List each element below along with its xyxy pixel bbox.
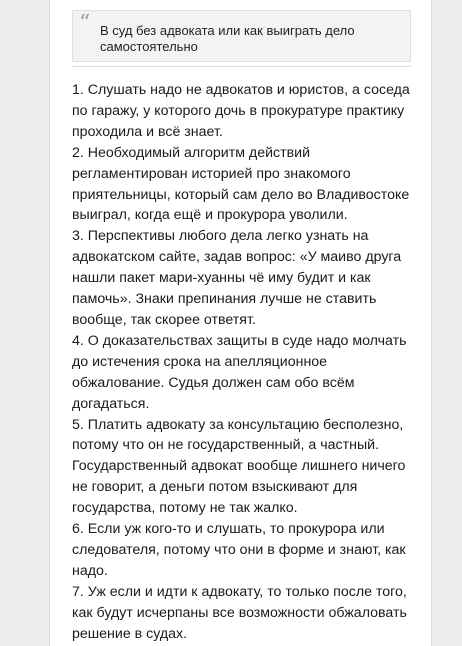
- article-line: 5. Платить адвокату за консультацию бесполезно,: [72, 416, 404, 433]
- article-line: нашли пакет мари-хуанны чё иму будит и как: [72, 270, 371, 287]
- article-line: следователя, потому что они в форме и знают, как: [72, 541, 406, 558]
- article-line: памочь». Знаки препинания лучше не ставить: [72, 291, 377, 308]
- article-line: 1. Слушать надо не адвокатов и юристов, а соседа: [72, 82, 410, 98]
- article-line: приятельницы, который сам дело во Владивостоке: [72, 186, 410, 203]
- article-line: 2. Необходимый алгоритм действий: [72, 144, 310, 161]
- article-line: 6. Если уж кого-то и слушать, то прокурора или: [72, 521, 385, 538]
- article-page: [49, 0, 432, 646]
- article-body: [72, 80, 412, 644]
- article-line: догадаться.: [72, 395, 150, 412]
- divider: [72, 66, 411, 67]
- quote-box: [72, 10, 411, 62]
- article-line: 4. О доказательствах защиты в суде надо молчать: [72, 332, 407, 349]
- article-line: регламентирован историей про знакомого: [72, 165, 351, 182]
- article-line: государства, потому не так жалко.: [72, 500, 298, 517]
- article-line: решение в судах.: [72, 625, 188, 642]
- article-line: Государственный адвокат вообще лишнего ничего: [72, 458, 406, 475]
- article-line: по гаражу, у которого дочь в прокуратуре практику: [72, 102, 405, 119]
- article-line: надо.: [72, 562, 108, 579]
- article-line: 3. Перспективы любого дела легко узнать на: [72, 228, 369, 245]
- article-line: 7. Уж если и идти к адвокату, то только после того,: [72, 583, 407, 600]
- quote-icon: “: [79, 11, 91, 36]
- quote-line: самостоятельно: [100, 39, 198, 54]
- article-line: до истечения срока на апелляционное: [72, 353, 328, 370]
- article-line: вообще, так скорее ответят.: [72, 311, 256, 328]
- article-line: адвокатском сайте, задав вопрос: «У маиво друга: [72, 249, 402, 266]
- article-line: выиграл, когда ещё и прокурора уволили.: [72, 207, 348, 224]
- article-line: как будут исчерпаны все возможности обжаловать: [72, 604, 407, 621]
- quote-line: В суд без адвоката или как выиграть дело: [100, 23, 355, 38]
- article-line: обжалование. Судья должен сам обо всём: [72, 374, 355, 391]
- quote-title: [100, 23, 400, 55]
- article-line: проходила и всё знает.: [72, 123, 223, 140]
- article-line: потому что он не государственный, а частный.: [72, 437, 380, 454]
- article-line: не говорит, а деньги потом взыскивают для: [72, 479, 358, 496]
